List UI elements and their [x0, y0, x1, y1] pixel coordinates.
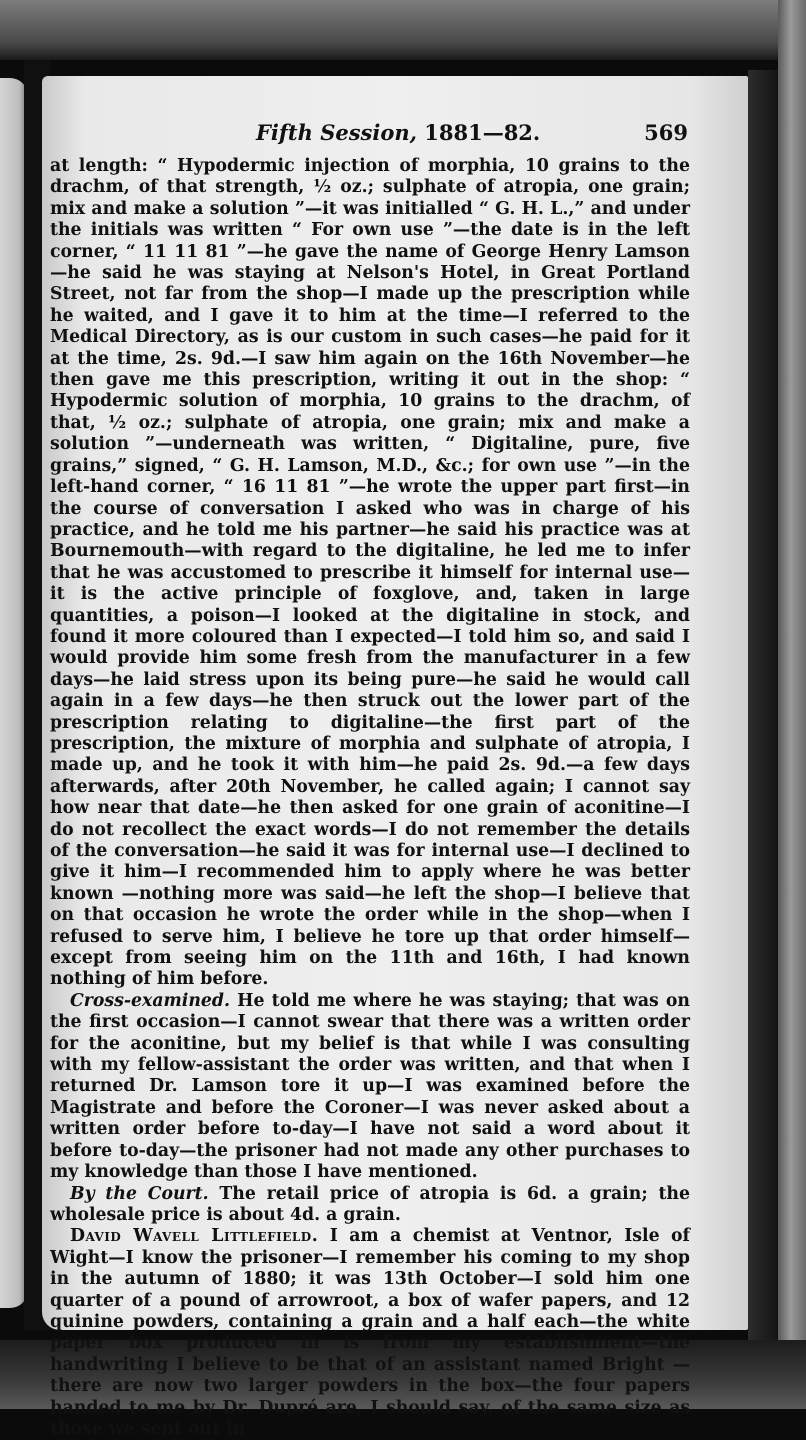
witness-name: David Wavell Littlefield.: [70, 1226, 319, 1247]
scanner-background-right: [778, 0, 806, 1409]
page-number: 569: [644, 120, 688, 145]
paragraph-lead: Cross-examined.: [70, 990, 231, 1011]
paragraph-text: at length: “ Hypodermic injection of morphia, 10 grains to the drachm, of that strength, ½ oz.; sulphate of atropia, one grain; mix and make a solution ”—it was initialled “ G. H. L.,” and under the initials was written “ For own use ”—the date is in the left corner, “ 11 11 81 ”—he gave the name of George Henry Lamson—he said he was staying at Nelson's Hotel, in Great Portland Street, not far from the shop—I made up the prescription while he waited, and I gave it to him at the time—I referred to the Medical Directory, as is our custom in such cases—he paid for it at the time, 2s. 9d.—I saw him again on the 16th November—he then gave me this prescription, writing it out in the shop: “ Hypodermic solution of morphia, 10 grains to the drachm, of that, ½ oz.; sulphate of atropia, one grain; mix and make a solution ”—underneath was written, “ Digitaline, pure, five grains,” signed, “ G. H. Lamson, M.D., &c.; for own use ”—in the left-hand corner, “ 16 11 81 ”—he wrote the upper part first—in the course of conversation I asked who was in charge of his practice, and he told me his partner—he said his practice was at Bournemouth—with regard to the digitaline, he led me to infer that he was accustomed to prescribe it himself for internal use—it is the active principle of foxglove, and, taken in large quantities, a poison—I looked at the digitaline in stock, and found it more coloured than I expected—I told him so, and said I would provide him some fresh from the manufacturer in a few days—he laid stress upon its being pure—he said he would call again in a few days—he then struck out the lower part of the prescription relating to digitaline—the first part of the prescription, the mixture of morphia and sulphate of atropia, I made up, and he took it with him—he paid 2s. 9d.—a few days afterwards, after 20th November, he called again; I cannot say how near that date—he then asked for one grain of aconitine—I do not recollect the exact words—I do not remember the details of the conversation—he said it was for internal use—I declined to give it him—I recommended him to apply where he was better known —nothing more was said—he left the shop—I believe that on that occasion he wrote the order while in the shop—when I refused to serve him, I believe he tore up that order himself—except from seeing him on the 11th and 16th, I had known nothing of him before.: [50, 156, 690, 990]
running-title-years: 1881—82.: [424, 120, 541, 145]
paragraph-text: I am a chemist at Ventnor, Isle of Wight—I know the prisoner—I remember his coming to my shop in the autumn of 1880; it was 13th October—I sold him one quarter of a pound of arrowroot, a box of wafer papers, and 12 quinine powders, containing a grain and a half each—the white paper box produced in is from my establishment—the handwriting I believe to be that of an assistant named Bright —there are now two larger powders in the box—the four papers handed to me by Dr. Dupré are, I should say, of the same size as those we sent out in: [50, 1226, 690, 1439]
book-page: [42, 76, 748, 1439]
running-title-session: Fifth Session,: [256, 120, 417, 145]
paragraph-text: He told me where he was staying; that was on the first occasion—I cannot swear that there was a written order for the aconitine, but my belief is that while I was consulting with my fellow-assistant the order was written, and that when I returned Dr. Lamson tore it up—I was examined before the Magistrate and before the Coroner—I was never asked about a written order before to-day—I have not said a word about it before to-day—the prisoner had not made any other purchases to my knowledge than those I have mentioned.: [50, 990, 690, 1183]
testimony-paragraph: [50, 156, 690, 991]
page-stack-edge: [748, 70, 778, 1350]
page-body: [50, 156, 690, 1440]
running-title: [256, 120, 540, 145]
court-question-paragraph: [50, 1184, 690, 1227]
paragraph-lead: By the Court.: [70, 1183, 209, 1204]
paragraph-text: The retail price of atropia is 6d. a grain; the wholesale price is about 4d. a grain.: [50, 1183, 690, 1225]
scanner-background-top: [0, 0, 806, 60]
page-header: [42, 120, 748, 150]
witness-paragraph: [50, 1226, 690, 1440]
cross-examination-paragraph: [50, 991, 690, 1184]
